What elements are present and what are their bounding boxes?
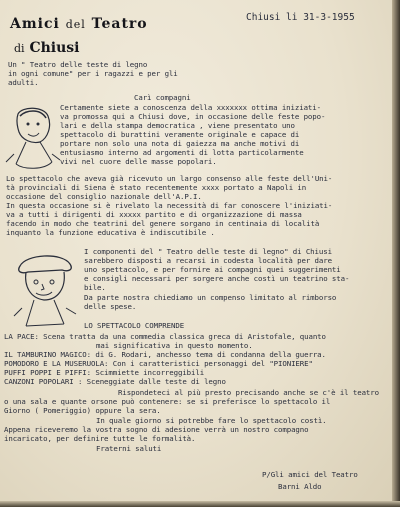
letter-line: occasione del consiglio nazionale dell'A.P.I.	[6, 192, 202, 201]
letter-line: Rispondeteci al più presto precisando anche se c'è il teatro	[118, 388, 379, 397]
letter-line: Appena riceveremo la vostra sogno di adesione verrà un nostro compagno	[4, 425, 309, 434]
closing-greeting: Fraterni saluti	[96, 444, 162, 453]
program-item: LA PACE: Scena tratta da una commedia classica greca di Aristofale, quanto	[4, 332, 326, 341]
letter-line: vivi nel cuore delle masse popolari.	[60, 157, 217, 166]
letter-date: Chiusi li 31-3-1955	[246, 12, 355, 23]
letter-line: adulti.	[8, 78, 39, 87]
letter-line: Carì compagni	[134, 93, 191, 102]
letter-line: delle spese.	[84, 302, 137, 311]
letter-line: va promossa qui a Chiusi dove, in occasione delle feste popo-	[60, 112, 326, 121]
page-bottom-shadow	[0, 501, 400, 507]
letter-line: spettacolo di burattini veramente originale e capace di	[60, 130, 300, 139]
letter-line: o una sala e quante orsone può contenere: se si preferisce lo spettacolo il	[4, 397, 331, 406]
letter-line: incaricato, per definire tutte le formalità.	[4, 434, 196, 443]
letter-line: Un " Teatro delle teste di legno	[8, 60, 148, 69]
letter-line: bile.	[84, 283, 106, 292]
program-item: PUFFI POPPI E PIFFI: Scimmiette incorreggibili	[4, 368, 205, 377]
letter-line: Giorno ( Pomeriggio) oppure la sera.	[4, 406, 161, 415]
letterhead-word-del: del	[65, 18, 86, 31]
letter-line: uno spettacolo, e per fornire ai compagni quei suggerimenti	[84, 265, 341, 274]
letter-line: I componenti del " Teatro delle teste di legno" di Chiusi	[84, 247, 332, 256]
puppet-sketch-top	[4, 104, 62, 184]
letter-line: Da parte nostra chiediamo un compenso limitato al rimborso	[84, 293, 337, 302]
letter-line: portare non solo una nota di gaiezza ma anche motivi di	[60, 139, 300, 148]
letter-line: inquanto la funzione educativa è indiscutibile .	[6, 228, 215, 237]
signature-name: Barni Aldo	[278, 482, 322, 491]
letter-line: va a tutti i dirigenti di xxxxx partito e di organizzazione di massa	[6, 210, 302, 219]
letter-line: e consigli necessari per sorgere anche costì un teatrino sta-	[84, 274, 350, 283]
letter-line: Lo spettacolo che aveva già ricevuto un largo consenso alle feste dell'Uni-	[6, 174, 333, 183]
letter-line: facendo in modo che teatrini del genere sorgano in centinaia di località	[6, 219, 320, 228]
puppet-sketch-bottom	[12, 252, 80, 334]
letterhead-word-di: di	[14, 42, 25, 55]
program-item: mai significativa in questo momento.	[96, 341, 253, 350]
program-item: POMODORO E LA MUSERUOLA: Con i caratteristici personaggi del "PIONIERE"	[4, 359, 313, 368]
letterhead-word-chiusi: Chiusi	[29, 40, 80, 56]
letterhead-word-amici: Amici	[10, 16, 60, 32]
letter-line: tà provinciali di Siena è stato recentemente xxxx portato a Napoli in	[6, 183, 307, 192]
letter-line: In questa occasione si è rivelato la necessità di far conoscere l'iniziati-	[6, 201, 333, 210]
letter-line: lari e della stampa democratica , viene presentato uno	[60, 121, 295, 130]
signature-org: P/Gli amici del Teatro	[262, 470, 358, 479]
letterhead-place	[14, 40, 79, 56]
letterhead-title	[10, 16, 148, 32]
letterhead-word-teatro: Teatro	[91, 16, 148, 32]
letter-line: In quale giorno si potrebbe fare lo spettacolo costì.	[96, 416, 327, 425]
letter-line: entusiasmo interno ad argomenti di lotta particolarmente	[60, 148, 304, 157]
page-edge-shadow	[392, 0, 400, 507]
section-heading: LO SPETTACOLO COMPRENDE	[84, 321, 185, 330]
program-item: CANZONI POPOLARI : Sceneggiate dalle teste di legno	[4, 377, 226, 386]
letter-line: in ogni comune" per i ragazzi e per gli	[8, 69, 178, 78]
letter-line: Certamente siete a conoscenza della xxxxxxx ottima iniziati-	[60, 103, 321, 112]
program-item: IL TAMBURINO MAGICO: di G. Rodari, anchesso tema di condanna della guerra.	[4, 350, 326, 359]
letter-line: sarebbero disposti a recarsi in codesta località per dare	[84, 256, 332, 265]
